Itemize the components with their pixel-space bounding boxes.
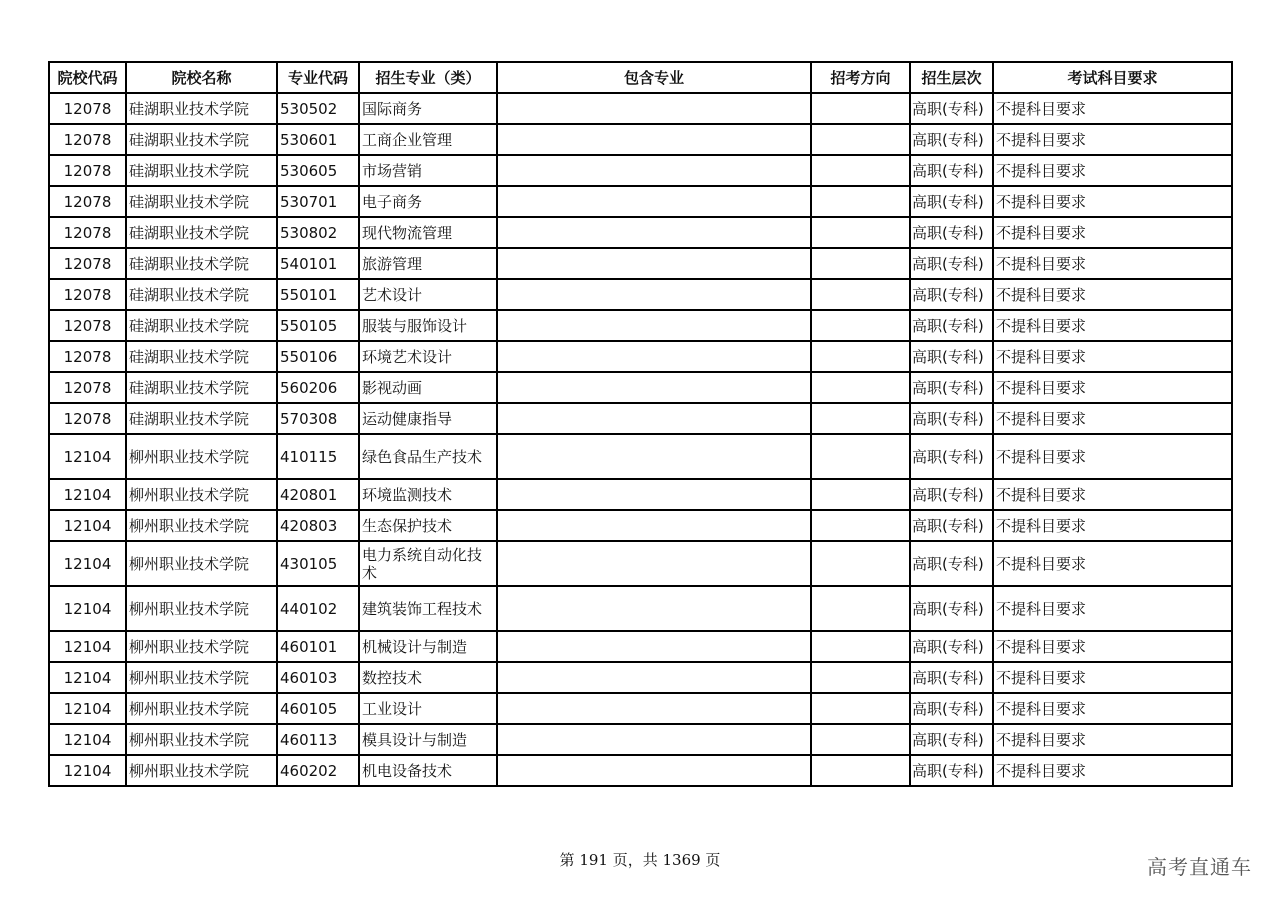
cell-subject-requirement: 不提科目要求	[993, 755, 1232, 786]
cell-included-majors	[497, 662, 811, 693]
cell-school-name: 柳州职业技术学院	[126, 693, 277, 724]
table-row	[49, 693, 1232, 724]
cell-direction	[811, 586, 910, 631]
table-row	[49, 724, 1232, 755]
cell-school-name: 硅湖职业技术学院	[126, 372, 277, 403]
cell-school-code: 12104	[49, 693, 126, 724]
cell-major: 运动健康指导	[359, 403, 497, 434]
cell-major-code: 460113	[277, 724, 359, 755]
table-row	[49, 124, 1232, 155]
header-included-majors: 包含专业	[497, 62, 811, 93]
cell-school-code: 12104	[49, 541, 126, 586]
cell-level: 高职(专科)	[910, 403, 993, 434]
cell-major: 数控技术	[359, 662, 497, 693]
cell-level: 高职(专科)	[910, 510, 993, 541]
cell-major-code: 550105	[277, 310, 359, 341]
cell-level: 高职(专科)	[910, 186, 993, 217]
cell-direction	[811, 479, 910, 510]
cell-direction	[811, 124, 910, 155]
cell-major: 生态保护技术	[359, 510, 497, 541]
cell-level: 高职(专科)	[910, 217, 993, 248]
cell-school-code: 12078	[49, 124, 126, 155]
watermark-text: 高考直通车	[1147, 855, 1252, 879]
cell-subject-requirement: 不提科目要求	[993, 217, 1232, 248]
cell-school-name: 硅湖职业技术学院	[126, 186, 277, 217]
header-subject-requirement: 考试科目要求	[993, 62, 1232, 93]
cell-direction	[811, 631, 910, 662]
cell-included-majors	[497, 541, 811, 586]
cell-school-code: 12104	[49, 479, 126, 510]
cell-school-name: 柳州职业技术学院	[126, 434, 277, 479]
cell-school-name: 硅湖职业技术学院	[126, 124, 277, 155]
cell-school-name: 硅湖职业技术学院	[126, 310, 277, 341]
cell-school-name: 硅湖职业技术学院	[126, 217, 277, 248]
cell-major: 环境监测技术	[359, 479, 497, 510]
cell-major-code: 460202	[277, 755, 359, 786]
header-major-code: 专业代码	[277, 62, 359, 93]
cell-school-name: 柳州职业技术学院	[126, 479, 277, 510]
cell-major-code: 570308	[277, 403, 359, 434]
table-row	[49, 310, 1232, 341]
cell-direction	[811, 279, 910, 310]
cell-school-name: 柳州职业技术学院	[126, 541, 277, 586]
cell-school-name: 硅湖职业技术学院	[126, 155, 277, 186]
table-row	[49, 93, 1232, 124]
cell-direction	[811, 755, 910, 786]
cell-included-majors	[497, 217, 811, 248]
cell-direction	[811, 248, 910, 279]
cell-major: 市场营销	[359, 155, 497, 186]
cell-school-code: 12104	[49, 724, 126, 755]
cell-school-name: 硅湖职业技术学院	[126, 341, 277, 372]
header-level: 招生层次	[910, 62, 993, 93]
table-row	[49, 248, 1232, 279]
cell-subject-requirement: 不提科目要求	[993, 341, 1232, 372]
table-row	[49, 372, 1232, 403]
cell-major: 工业设计	[359, 693, 497, 724]
cell-subject-requirement: 不提科目要求	[993, 724, 1232, 755]
table-row	[49, 155, 1232, 186]
table-row	[49, 186, 1232, 217]
cell-level: 高职(专科)	[910, 310, 993, 341]
cell-subject-requirement: 不提科目要求	[993, 586, 1232, 631]
cell-included-majors	[497, 479, 811, 510]
cell-included-majors	[497, 93, 811, 124]
cell-subject-requirement: 不提科目要求	[993, 155, 1232, 186]
cell-school-code: 12078	[49, 279, 126, 310]
table-row	[49, 279, 1232, 310]
cell-included-majors	[497, 372, 811, 403]
cell-subject-requirement: 不提科目要求	[993, 186, 1232, 217]
cell-level: 高职(专科)	[910, 93, 993, 124]
cell-subject-requirement: 不提科目要求	[993, 479, 1232, 510]
cell-direction	[811, 155, 910, 186]
cell-level: 高职(专科)	[910, 662, 993, 693]
cell-major: 机电设备技术	[359, 755, 497, 786]
cell-major-code: 410115	[277, 434, 359, 479]
cell-level: 高职(专科)	[910, 631, 993, 662]
cell-included-majors	[497, 248, 811, 279]
cell-school-code: 12078	[49, 93, 126, 124]
cell-school-code: 12078	[49, 341, 126, 372]
cell-school-name: 硅湖职业技术学院	[126, 279, 277, 310]
cell-school-code: 12078	[49, 186, 126, 217]
cell-major-code: 420801	[277, 479, 359, 510]
cell-school-code: 12104	[49, 631, 126, 662]
cell-included-majors	[497, 155, 811, 186]
cell-subject-requirement: 不提科目要求	[993, 124, 1232, 155]
cell-level: 高职(专科)	[910, 755, 993, 786]
cell-level: 高职(专科)	[910, 479, 993, 510]
cell-level: 高职(专科)	[910, 341, 993, 372]
cell-level: 高职(专科)	[910, 279, 993, 310]
header-row	[49, 62, 1232, 93]
cell-major-code: 440102	[277, 586, 359, 631]
cell-level: 高职(专科)	[910, 124, 993, 155]
cell-direction	[811, 341, 910, 372]
cell-school-code: 12104	[49, 662, 126, 693]
cell-major: 环境艺术设计	[359, 341, 497, 372]
cell-direction	[811, 403, 910, 434]
cell-school-name: 柳州职业技术学院	[126, 662, 277, 693]
cell-included-majors	[497, 755, 811, 786]
cell-major: 电力系统自动化技术	[359, 541, 497, 586]
cell-included-majors	[497, 724, 811, 755]
cell-major-code: 530605	[277, 155, 359, 186]
cell-subject-requirement: 不提科目要求	[993, 631, 1232, 662]
cell-included-majors	[497, 186, 811, 217]
cell-major: 艺术设计	[359, 279, 497, 310]
cell-subject-requirement: 不提科目要求	[993, 279, 1232, 310]
cell-school-code: 12078	[49, 403, 126, 434]
table-row	[49, 479, 1232, 510]
cell-major-code: 530601	[277, 124, 359, 155]
cell-school-code: 12078	[49, 217, 126, 248]
cell-level: 高职(专科)	[910, 372, 993, 403]
cell-level: 高职(专科)	[910, 693, 993, 724]
table-row	[49, 217, 1232, 248]
cell-direction	[811, 310, 910, 341]
cell-included-majors	[497, 586, 811, 631]
cell-major-code: 550101	[277, 279, 359, 310]
table-row	[49, 586, 1232, 631]
cell-included-majors	[497, 403, 811, 434]
cell-direction	[811, 724, 910, 755]
table-row	[49, 631, 1232, 662]
table-row	[49, 510, 1232, 541]
cell-major-code: 550106	[277, 341, 359, 372]
cell-major-code: 540101	[277, 248, 359, 279]
cell-subject-requirement: 不提科目要求	[993, 310, 1232, 341]
cell-major: 国际商务	[359, 93, 497, 124]
cell-school-name: 柳州职业技术学院	[126, 586, 277, 631]
cell-major: 建筑装饰工程技术	[359, 586, 497, 631]
cell-direction	[811, 186, 910, 217]
cell-school-name: 硅湖职业技术学院	[126, 248, 277, 279]
cell-included-majors	[497, 279, 811, 310]
cell-school-code: 12104	[49, 434, 126, 479]
cell-level: 高职(专科)	[910, 541, 993, 586]
cell-school-name: 柳州职业技术学院	[126, 724, 277, 755]
cell-level: 高职(专科)	[910, 724, 993, 755]
cell-included-majors	[497, 693, 811, 724]
cell-school-name: 柳州职业技术学院	[126, 755, 277, 786]
header-school-code: 院校代码	[49, 62, 126, 93]
table-row	[49, 434, 1232, 479]
cell-school-name: 柳州职业技术学院	[126, 631, 277, 662]
cell-major: 绿色食品生产技术	[359, 434, 497, 479]
cell-direction	[811, 217, 910, 248]
cell-direction	[811, 372, 910, 403]
cell-major-code: 460103	[277, 662, 359, 693]
cell-major: 影视动画	[359, 372, 497, 403]
cell-subject-requirement: 不提科目要求	[993, 248, 1232, 279]
table-row	[49, 341, 1232, 372]
cell-major: 工商企业管理	[359, 124, 497, 155]
cell-school-code: 12078	[49, 310, 126, 341]
cell-direction	[811, 93, 910, 124]
cell-major-code: 460101	[277, 631, 359, 662]
table-row	[49, 662, 1232, 693]
cell-school-name: 硅湖职业技术学院	[126, 93, 277, 124]
cell-included-majors	[497, 434, 811, 479]
cell-major: 电子商务	[359, 186, 497, 217]
cell-subject-requirement: 不提科目要求	[993, 662, 1232, 693]
header-major: 招生专业（类）	[359, 62, 497, 93]
cell-school-code: 12104	[49, 755, 126, 786]
cell-included-majors	[497, 310, 811, 341]
cell-major-code: 430105	[277, 541, 359, 586]
admission-table	[48, 61, 1233, 787]
cell-subject-requirement: 不提科目要求	[993, 403, 1232, 434]
cell-school-code: 12078	[49, 155, 126, 186]
cell-subject-requirement: 不提科目要求	[993, 434, 1232, 479]
cell-school-name: 硅湖职业技术学院	[126, 403, 277, 434]
cell-level: 高职(专科)	[910, 434, 993, 479]
cell-subject-requirement: 不提科目要求	[993, 372, 1232, 403]
table-body	[49, 93, 1232, 786]
cell-direction	[811, 510, 910, 541]
cell-major: 旅游管理	[359, 248, 497, 279]
cell-school-name: 柳州职业技术学院	[126, 510, 277, 541]
cell-major-code: 530701	[277, 186, 359, 217]
cell-subject-requirement: 不提科目要求	[993, 693, 1232, 724]
table-row	[49, 755, 1232, 786]
cell-school-code: 12104	[49, 586, 126, 631]
cell-included-majors	[497, 631, 811, 662]
cell-subject-requirement: 不提科目要求	[993, 93, 1232, 124]
cell-major: 服装与服饰设计	[359, 310, 497, 341]
header-direction: 招考方向	[811, 62, 910, 93]
cell-major-code: 420803	[277, 510, 359, 541]
cell-major: 现代物流管理	[359, 217, 497, 248]
cell-direction	[811, 693, 910, 724]
cell-level: 高职(专科)	[910, 248, 993, 279]
header-school-name: 院校名称	[126, 62, 277, 93]
cell-direction	[811, 662, 910, 693]
cell-school-code: 12104	[49, 510, 126, 541]
cell-direction	[811, 541, 910, 586]
page-number: 第 191 页，共 1369 页	[559, 851, 721, 869]
cell-included-majors	[497, 510, 811, 541]
cell-school-code: 12078	[49, 372, 126, 403]
cell-school-code: 12078	[49, 248, 126, 279]
cell-major: 模具设计与制造	[359, 724, 497, 755]
table-row	[49, 403, 1232, 434]
cell-included-majors	[497, 341, 811, 372]
cell-subject-requirement: 不提科目要求	[993, 510, 1232, 541]
cell-major-code: 460105	[277, 693, 359, 724]
cell-direction	[811, 434, 910, 479]
table-row	[49, 541, 1232, 586]
cell-major-code: 530502	[277, 93, 359, 124]
cell-subject-requirement: 不提科目要求	[993, 541, 1232, 586]
cell-level: 高职(专科)	[910, 155, 993, 186]
cell-included-majors	[497, 124, 811, 155]
cell-major-code: 530802	[277, 217, 359, 248]
cell-level: 高职(专科)	[910, 586, 993, 631]
cell-major: 机械设计与制造	[359, 631, 497, 662]
cell-major-code: 560206	[277, 372, 359, 403]
